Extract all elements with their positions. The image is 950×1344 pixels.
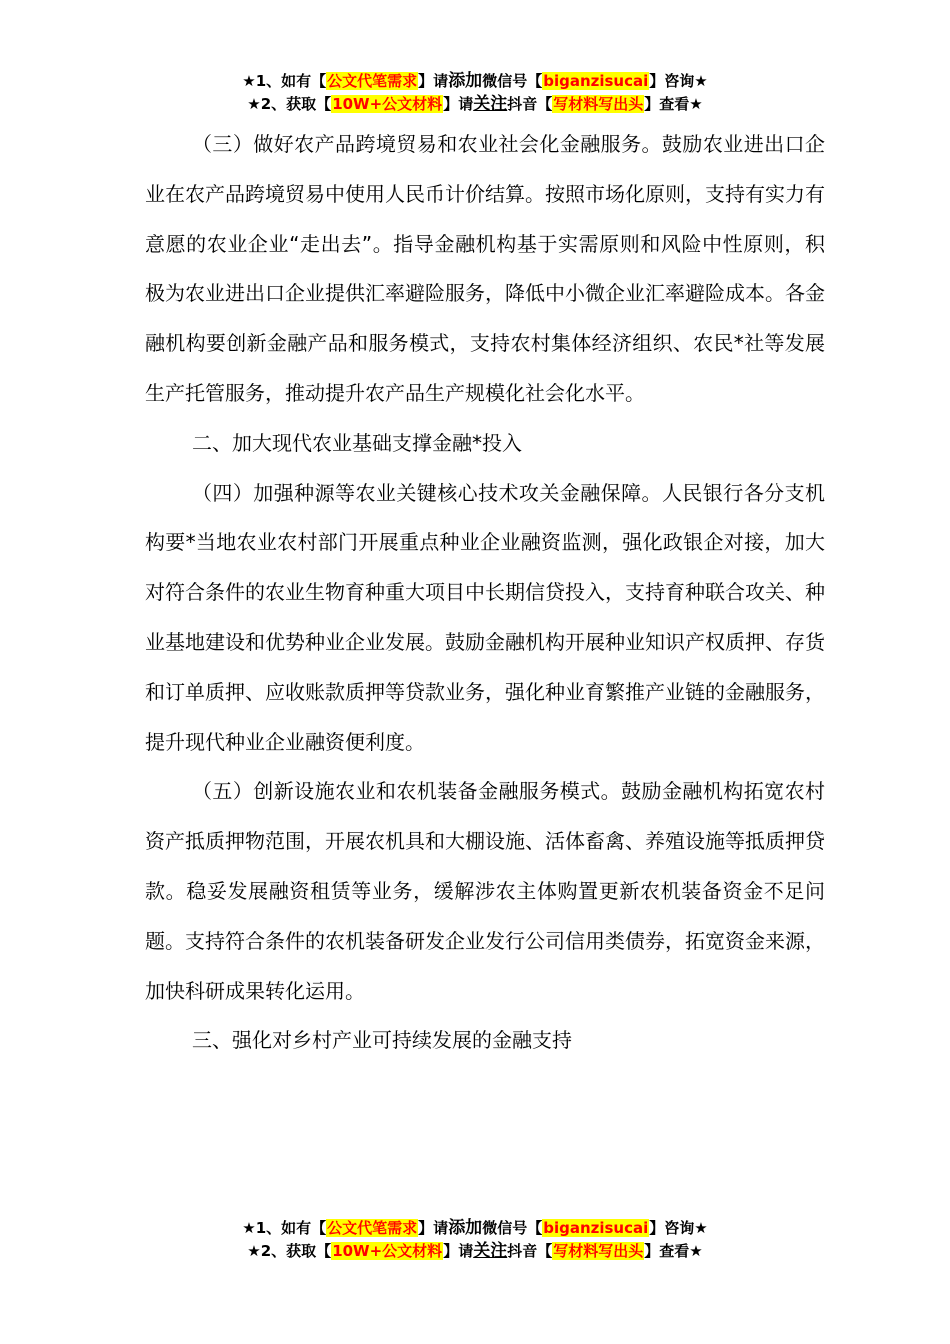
promo-line1-emphasis: 添加	[448, 1218, 483, 1238]
promo-line1-prefix: ★1、如有【	[242, 1219, 327, 1237]
promo-line2-highlight-materials: 10W+公文材料	[332, 95, 443, 113]
promo-line1-highlight-wechat: biganzisucai	[543, 72, 649, 90]
promo-line-2-bottom	[0, 1240, 950, 1263]
paragraph-cross-border-trade: （三）做好农产品跨境贸易和农业社会化金融服务。鼓励农业进出口企业在农产品跨境贸易中使用人民币计价结算。按照市场化原则，支持有实力有意愿的农业企业“走出去”。指导金融机构基于实需原则和风险中性原则，积极为农业进出口企业提供汇率避险服务，降低中小微企业汇率避险成本。各金融机构要创新金融产品和服务模式，支持农村集体经济组织、农民*社等发展生产托管服务，推动提升农产品生产规模化社会化水平。	[145, 132, 825, 405]
promo-line2-highlight-douyin: 写材料写出头	[553, 95, 644, 113]
promo-line2-text: 】请	[443, 95, 474, 113]
promo-line2-emphasis: 关注	[473, 94, 508, 114]
section-heading-2: 二、加大现代农业基础支撑金融*投入	[192, 430, 522, 455]
promo-line-2	[0, 93, 950, 116]
promo-line1-text: 】请	[418, 72, 449, 90]
promo-line2-emphasis: 关注	[473, 1241, 508, 1261]
promo-line2-text2: 抖音【	[507, 95, 553, 113]
document-body	[145, 120, 825, 1066]
top-promo-banner	[0, 70, 950, 116]
promo-line2-highlight-douyin: 写材料写出头	[553, 1242, 644, 1260]
promo-line1-suffix: 】咨询★	[649, 72, 708, 90]
promo-line2-text2: 抖音【	[507, 1242, 553, 1260]
promo-line2-suffix: 】查看★	[644, 95, 703, 113]
promo-line2-suffix: 】查看★	[644, 1242, 703, 1260]
promo-line1-prefix: ★1、如有【	[242, 72, 327, 90]
promo-line1-emphasis: 添加	[448, 71, 483, 91]
promo-line1-highlight-service: 公文代笔需求	[327, 1219, 418, 1237]
promo-line2-prefix: ★2、获取【	[247, 1242, 332, 1260]
promo-line2-prefix: ★2、获取【	[247, 95, 332, 113]
promo-line1-text2: 微信号【	[482, 72, 543, 90]
promo-line1-text2: 微信号【	[482, 1219, 543, 1237]
paragraph-facility-agriculture: （五）创新设施农业和农机装备金融服务模式。鼓励金融机构拓宽农村资产抵质押物范围，开展农机具和大棚设施、活体畜禽、养殖设施等抵质押贷款。稳妥发展融资租赁等业务，缓解涉农主体购置更新农机装备资金不足问题。支持符合条件的农机装备研发企业发行公司信用类债券，拓宽资金来源，加快科研成果转化运用。	[145, 779, 825, 1003]
section-heading-3: 三、强化对乡村产业可持续发展的金融支持	[192, 1028, 572, 1053]
promo-line2-highlight-materials: 10W+公文材料	[332, 1242, 443, 1260]
promo-line1-highlight-wechat: biganzisucai	[543, 1219, 649, 1237]
promo-line1-suffix: 】咨询★	[649, 1219, 708, 1237]
bottom-promo-banner	[0, 1217, 950, 1263]
paragraph-seed-industry: （四）加强种源等农业关键核心技术攻关金融保障。人民银行各分支机构要*当地农业农村部门开展重点种业企业融资监测，强化政银企对接，加大对符合条件的农业生物育种重大项目中长期信贷投入，支持育种联合攻关、种业基地建设和优势种业企业发展。鼓励金融机构开展种业知识产权质押、存货和订单质押、应收账款质押等贷款业务，强化种业育繁推产业链的金融服务，提升现代种业企业融资便利度。	[145, 480, 825, 754]
promo-line2-text: 】请	[443, 1242, 474, 1260]
promo-line-1-bottom	[0, 1217, 950, 1240]
promo-line1-text: 】请	[418, 1219, 449, 1237]
promo-line1-highlight-service: 公文代笔需求	[327, 72, 418, 90]
promo-line-1	[0, 70, 950, 93]
